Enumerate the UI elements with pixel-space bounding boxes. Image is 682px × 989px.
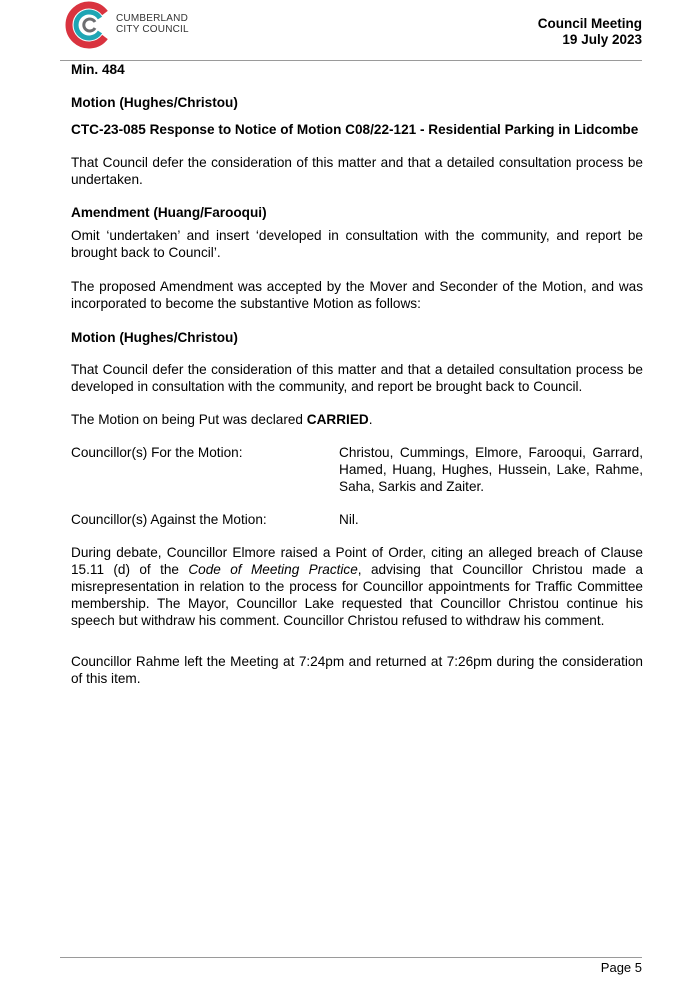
footer-divider: [60, 957, 642, 958]
motion2-heading: Motion (Hughes/Christou): [71, 330, 238, 345]
org-name-line2: CITY COUNCIL: [116, 24, 189, 35]
meeting-date: 19 July 2023: [562, 32, 642, 47]
vote-for-row: [71, 444, 643, 495]
vote-against-names: Nil.: [339, 512, 359, 527]
org-name-line1: CUMBERLAND: [116, 13, 189, 24]
cumberland-logo-icon: [64, 0, 114, 50]
result-line: [71, 411, 643, 428]
vote-for-names: Christou, Cummings, Elmore, Farooqui, Garrard, Hamed, Huang, Hughes, Hussein, Lake, Rahme, Saha, Sarkis and Zaiter.: [339, 445, 643, 494]
result-prefix: The Motion on being Put was declared: [71, 412, 307, 427]
result-suffix: .: [368, 412, 373, 427]
accepted-text: The proposed Amendment was accepted by the Mover and Seconder of the Motion, and was incorporated to become the substantive Motion as follows:: [71, 279, 643, 311]
meeting-info: [538, 16, 642, 48]
amendment-heading: Amendment (Huang/Farooqui): [71, 205, 267, 220]
item-title: CTC-23-085 Response to Notice of Motion C08/22-121 - Residential Parking in Lidcombe: [71, 122, 639, 137]
vote-against-label: Councillor(s) Against the Motion:: [71, 512, 267, 527]
code-of-meeting-practice: Code of Meeting Practice: [188, 562, 358, 577]
motion2-text: That Council defer the consideration of this matter and that a detailed consultation process be developed in consultation with the community, and report be brought back to Council.: [71, 362, 643, 394]
debate-text: [71, 544, 643, 629]
debate-part2: , advising that Councillor Christou made a misrepresentation in relation to the process for Councillor appointments for Traffic Committee membership. The Mayor, Councillor Lake requested that Councillor Christou continue his speech but withdraw his comment. Councillor Christou refused to withdraw his comment.: [71, 562, 643, 628]
org-name: [116, 13, 189, 35]
minute-number: Min. 484: [71, 62, 125, 77]
debate-part1: During debate, Councillor Elmore raised a Point of Order, citing an alleged breach of Clause 15.11 (d) of the: [71, 545, 643, 577]
page-number: Page 5: [600, 960, 642, 975]
minute-content: [71, 61, 643, 687]
motion-text: That Council defer the consideration of this matter and that a detailed consultation process be undertaken.: [71, 155, 643, 187]
vote-for-label: Councillor(s) For the Motion:: [71, 445, 243, 460]
amendment-text: Omit ‘undertaken’ and insert ‘developed in consultation with the community, and report be brought back to Council’.: [71, 228, 643, 260]
meeting-title: Council Meeting: [537, 16, 642, 31]
vote-against-row: [71, 511, 643, 528]
rahme-text: Councillor Rahme left the Meeting at 7:24pm and returned at 7:26pm during the consideration of this item.: [71, 654, 643, 686]
page-header: [0, 0, 682, 60]
motion-heading: Motion (Hughes/Christou): [71, 95, 238, 110]
result-word: CARRIED: [306, 412, 369, 427]
